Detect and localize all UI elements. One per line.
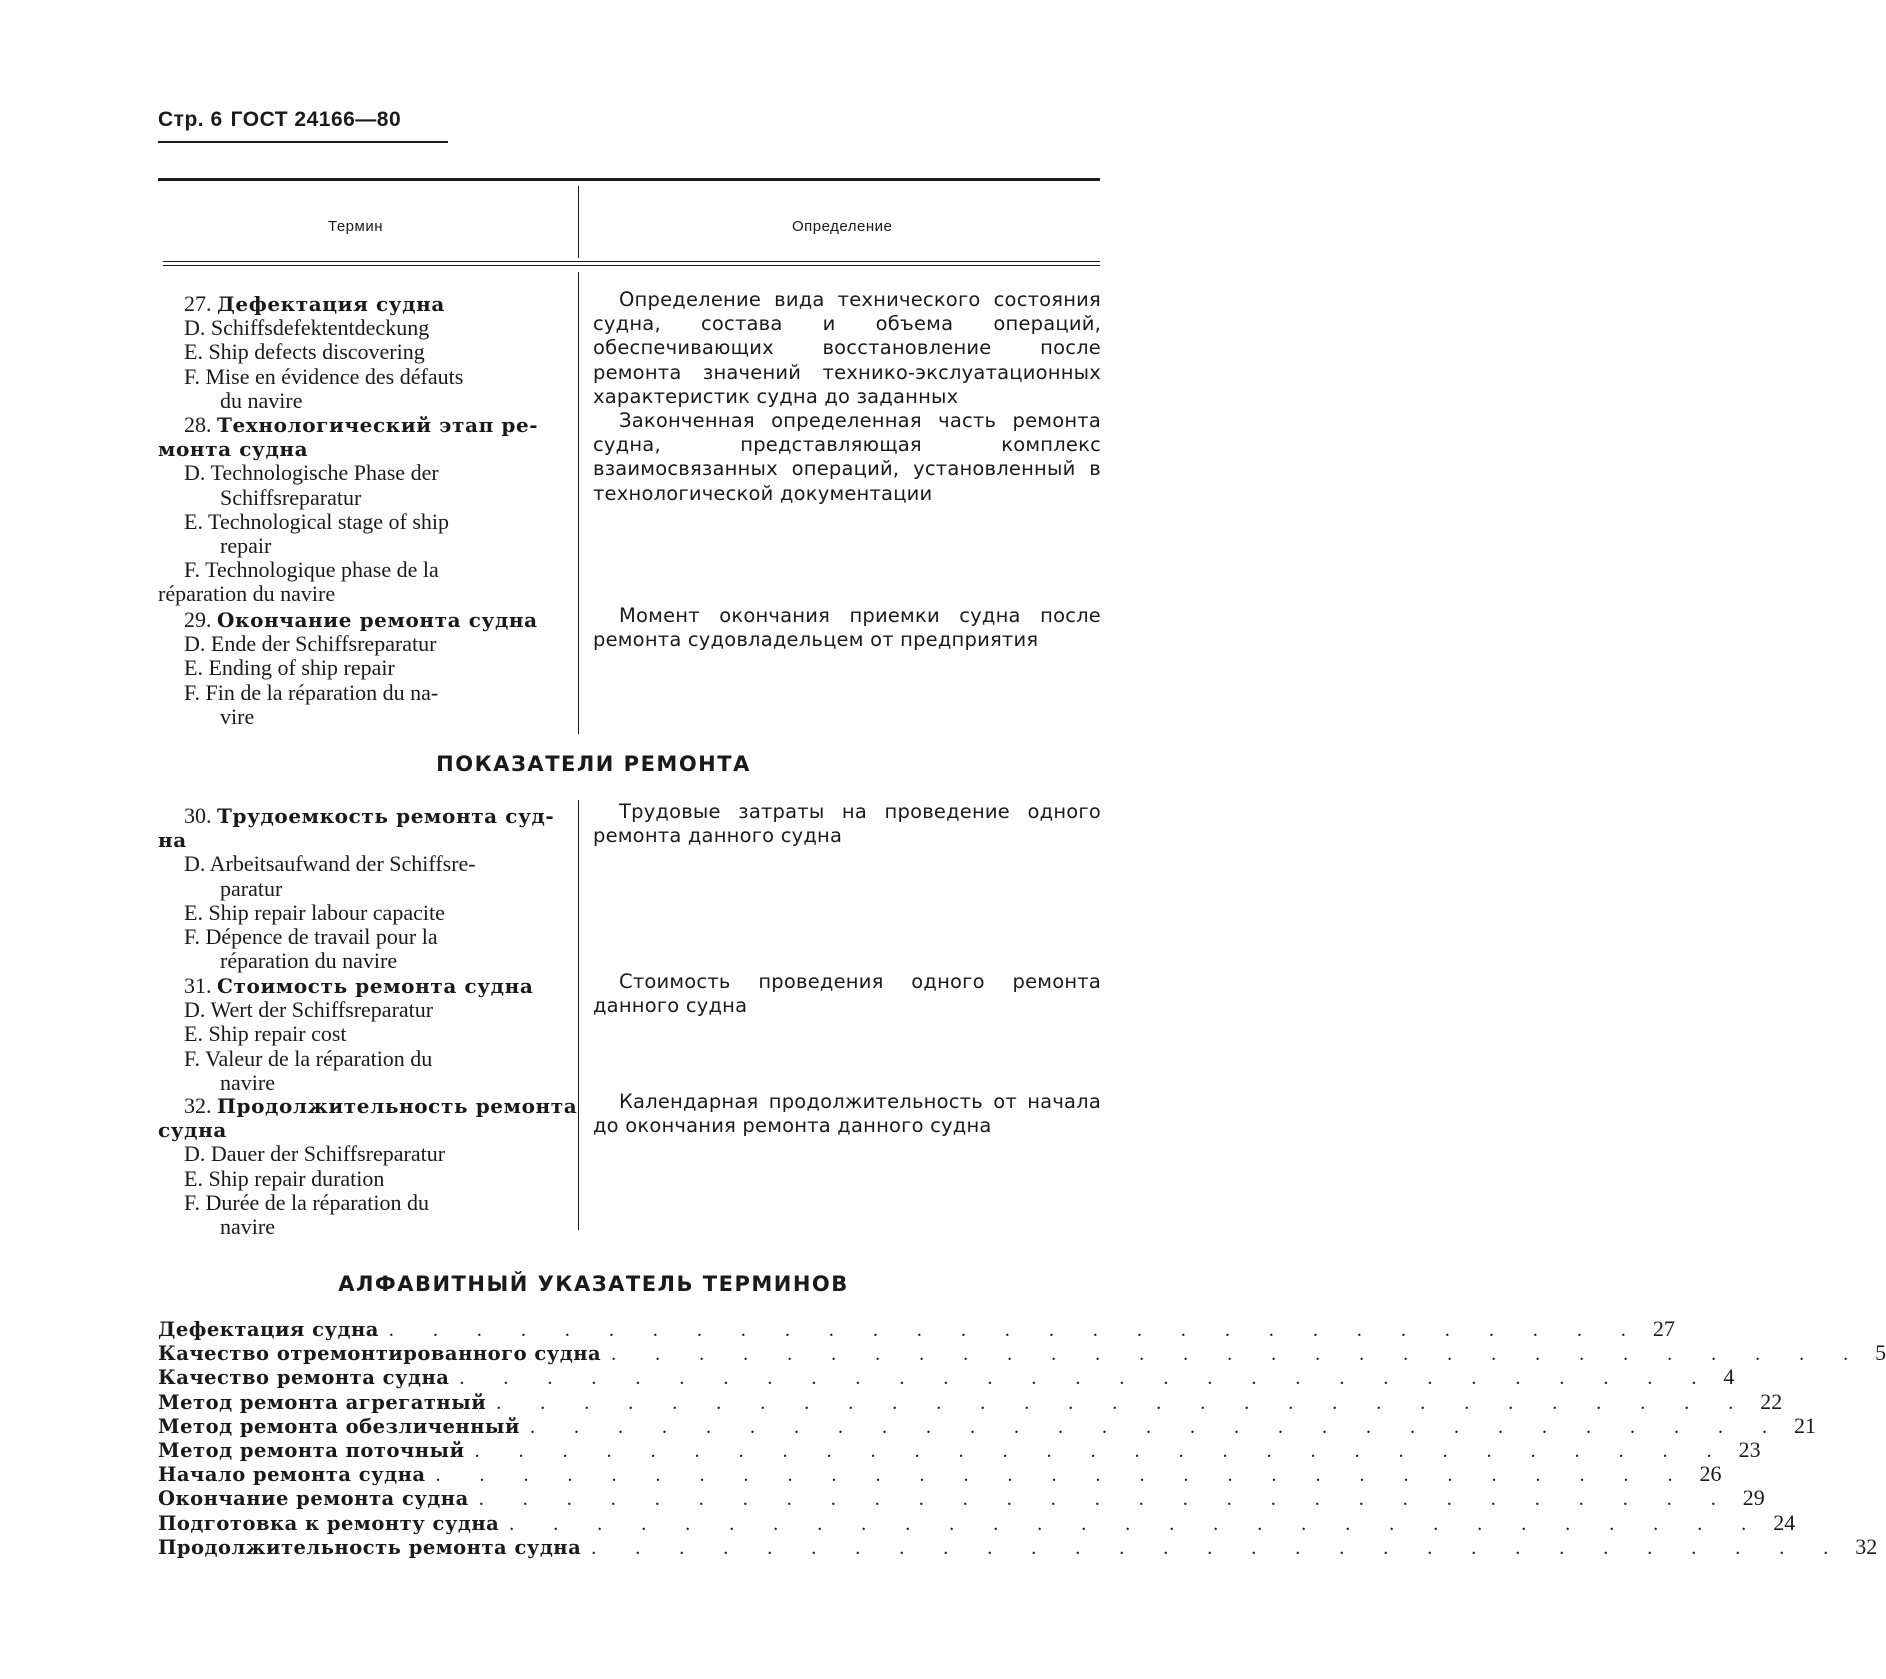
term-entry-27 — [158, 292, 558, 413]
term-number: 27. — [184, 291, 212, 316]
term-translation-fr: F. Fin de la réparation du na- — [184, 679, 439, 705]
index-page: 5 — [1875, 1340, 1886, 1366]
term-translation-fr-cont: du navire — [220, 387, 303, 413]
definition-text: Момент окончания приемки судна после ремонта судовладельцем от предприятия — [593, 604, 1101, 652]
term-translation-fr: F. Durée de la réparation du — [184, 1189, 430, 1215]
definition-text: Трудовые затраты на проведение одного ремонта данного судна — [593, 800, 1101, 848]
index-leader: . . . . . . . . . . . . . . . . . . . . . . . . . . . . . — [435, 1464, 1690, 1487]
term-translation-fr: F. Dépence de travail pour la — [184, 924, 438, 950]
section-title-index: АЛФАВИТНЫЙ УКАЗАТЕЛЬ ТЕРМИНОВ — [338, 1272, 849, 1296]
term-translation-en: E. Ship repair cost — [184, 1021, 347, 1047]
index-page: 24 — [1773, 1509, 1796, 1535]
term-entry-31 — [158, 974, 558, 1095]
index-row — [158, 1533, 1878, 1559]
term-translation-fr-cont: vire — [220, 703, 255, 729]
term-translation-fr: F. Mise en évidence des défauts — [184, 363, 464, 389]
index-term: Качество отремонтированного судна — [158, 1342, 602, 1366]
index-page: 4 — [1723, 1364, 1735, 1390]
term-title-cont: судна — [158, 1118, 227, 1143]
index-page: 29 — [1742, 1485, 1765, 1511]
term-title-cont: на — [158, 828, 187, 853]
index-term: Дефектация судна — [158, 1318, 379, 1341]
index-leader: . . . . . . . . . . . . . . . . . . . . . . . . . . . . . — [591, 1536, 1846, 1559]
index-leader: . . . . . . . . . . . . . . . . . . . . . . . . . . . . . — [478, 1488, 1733, 1511]
section-title-indicators: ПОКАЗАТЕЛИ РЕМОНТА — [436, 752, 751, 776]
term-translation-de: D. Technologische Phase der — [184, 460, 439, 486]
definition-text: Стоимость проведения одного ремонта данного судна — [593, 970, 1101, 1018]
term-title: Трудоемкость ремонта суд- — [217, 804, 555, 828]
index-page: 32 — [1855, 1533, 1878, 1559]
term-entry-29 — [158, 608, 558, 729]
definition-28 — [593, 409, 1101, 506]
index-row — [158, 1461, 1722, 1487]
term-number: 31. — [184, 973, 212, 998]
index-term: Метод ремонта поточный — [158, 1438, 465, 1462]
index-row — [158, 1364, 1735, 1390]
index-row — [158, 1340, 1886, 1366]
term-entry-30 — [158, 804, 558, 973]
term-translation-fr-cont: réparation du navire — [158, 581, 336, 607]
index-leader: . . . . . . . . . . . . . . . . . . . . . . . . . . . . . — [474, 1439, 1729, 1462]
index-row — [158, 1485, 1765, 1511]
table-column-separator-2 — [578, 800, 579, 1230]
term-title: Стоимость ремонта судна — [217, 974, 534, 998]
table-top-rule — [158, 178, 1100, 181]
term-translation-en: E. Ship repair duration — [184, 1165, 385, 1191]
header-rule — [158, 141, 448, 143]
index-row — [158, 1436, 1761, 1462]
definition-29 — [593, 604, 1101, 652]
term-number: 32. — [184, 1093, 212, 1118]
term-translation-en: E. Ship defects discovering — [184, 339, 425, 365]
term-translation-de: D. Schiffsdefektentdeckung — [184, 315, 430, 341]
term-title: Окончание ремонта судна — [217, 608, 538, 632]
term-translation-en-cont: repair — [220, 533, 272, 559]
definition-27 — [593, 288, 1101, 409]
index-row — [158, 1388, 1783, 1414]
table-column-separator — [578, 272, 579, 734]
term-number: 30. — [184, 803, 212, 828]
term-translation-de: D. Ende der Schiffsreparatur — [184, 631, 437, 657]
definition-30 — [593, 800, 1101, 848]
definition-text: Законченная определенная часть ремонта судна, представляющая комплекс взаимосвязанных операций, установленный в технологической документации — [593, 409, 1101, 505]
index-leader: . . . . . . . . . . . . . . . . . . . . . . . . . . . . . — [388, 1319, 1643, 1341]
term-title: Технологический этап ре- — [217, 413, 539, 437]
alphabetical-index — [158, 1316, 1886, 1559]
column-header-term: Термин — [328, 218, 383, 235]
index-page: 21 — [1793, 1412, 1816, 1438]
index-term: Начало ремонта судна — [158, 1463, 426, 1487]
standard-number: ГОСТ 24166—80 — [230, 108, 402, 131]
term-translation-fr-cont: réparation du navire — [220, 948, 398, 974]
term-translation-de-cont: paratur — [220, 875, 283, 901]
index-leader: . . . . . . . . . . . . . . . . . . . . . . . . . . . . . — [459, 1367, 1714, 1390]
index-leader: . . . . . . . . . . . . . . . . . . . . . . . . . . . . . — [611, 1343, 1866, 1366]
term-translation-de: D. Dauer der Schiffsreparatur — [184, 1141, 446, 1167]
index-row — [158, 1316, 1675, 1341]
term-number: 28. — [184, 412, 212, 437]
term-translation-de: D. Arbeitsaufwand der Schiffsre- — [184, 851, 476, 877]
term-translation-de-cont: Schiffsreparatur — [220, 484, 362, 510]
definition-text: Определение вида технического состояния судна, состава и объема операций, обеспечивающих восстановление после ремонта значений технико-экслуатационных характеристик судна до заданных — [593, 288, 1101, 408]
index-leader: . . . . . . . . . . . . . . . . . . . . . . . . . . . . . — [529, 1415, 1784, 1438]
table-header-rule-double — [163, 265, 1100, 266]
table-header-separator — [578, 186, 579, 258]
term-title: Дефектация судна — [217, 292, 445, 316]
term-translation-en: E. Technological stage of ship — [184, 508, 450, 534]
term-translation-fr-cont: navire — [220, 1069, 275, 1095]
index-term: Метод ремонта агрегатный — [158, 1390, 487, 1414]
index-page: 26 — [1699, 1461, 1722, 1487]
column-header-definition: Определение — [792, 218, 893, 235]
page-label: Стр. 6 — [158, 108, 223, 131]
term-translation-en: E. Ship repair labour capacite — [184, 899, 445, 925]
term-translation-de: D. Wert der Schiffsreparatur — [184, 997, 434, 1023]
term-entry-28 — [158, 413, 558, 607]
index-leader: . . . . . . . . . . . . . . . . . . . . . . . . . . . . . — [509, 1512, 1764, 1535]
term-title: Продолжительность ремонта — [217, 1094, 578, 1118]
table-header-rule — [163, 261, 1100, 262]
term-translation-fr: F. Valeur de la réparation du — [184, 1045, 433, 1071]
index-row — [158, 1509, 1796, 1535]
page-header — [158, 108, 401, 132]
term-translation-en: E. Ending of ship repair — [184, 655, 395, 681]
index-term: Окончание ремонта судна — [158, 1487, 469, 1511]
definition-text: Календарная продолжительность от начала до окончания ремонта данного судна — [593, 1090, 1101, 1138]
term-entry-32 — [158, 1093, 578, 1240]
definition-32 — [593, 1090, 1101, 1138]
index-page: 27 — [1652, 1316, 1675, 1341]
definition-31 — [593, 970, 1101, 1018]
term-translation-fr-cont: navire — [220, 1214, 275, 1240]
term-translation-fr: F. Technologique phase de la — [184, 557, 439, 583]
index-term: Качество ремонта судна — [158, 1366, 450, 1390]
index-leader: . . . . . . . . . . . . . . . . . . . . . . . . . . . . . — [496, 1391, 1751, 1414]
index-term: Метод ремонта обезличенный — [158, 1414, 520, 1438]
term-number: 29. — [184, 607, 212, 632]
term-title-cont: монта судна — [158, 437, 309, 462]
index-term: Продолжительность ремонта судна — [158, 1535, 582, 1559]
index-page: 23 — [1738, 1436, 1761, 1462]
index-term: Подготовка к ремонту судна — [158, 1511, 500, 1535]
index-page: 22 — [1760, 1388, 1783, 1414]
index-row — [158, 1412, 1816, 1438]
